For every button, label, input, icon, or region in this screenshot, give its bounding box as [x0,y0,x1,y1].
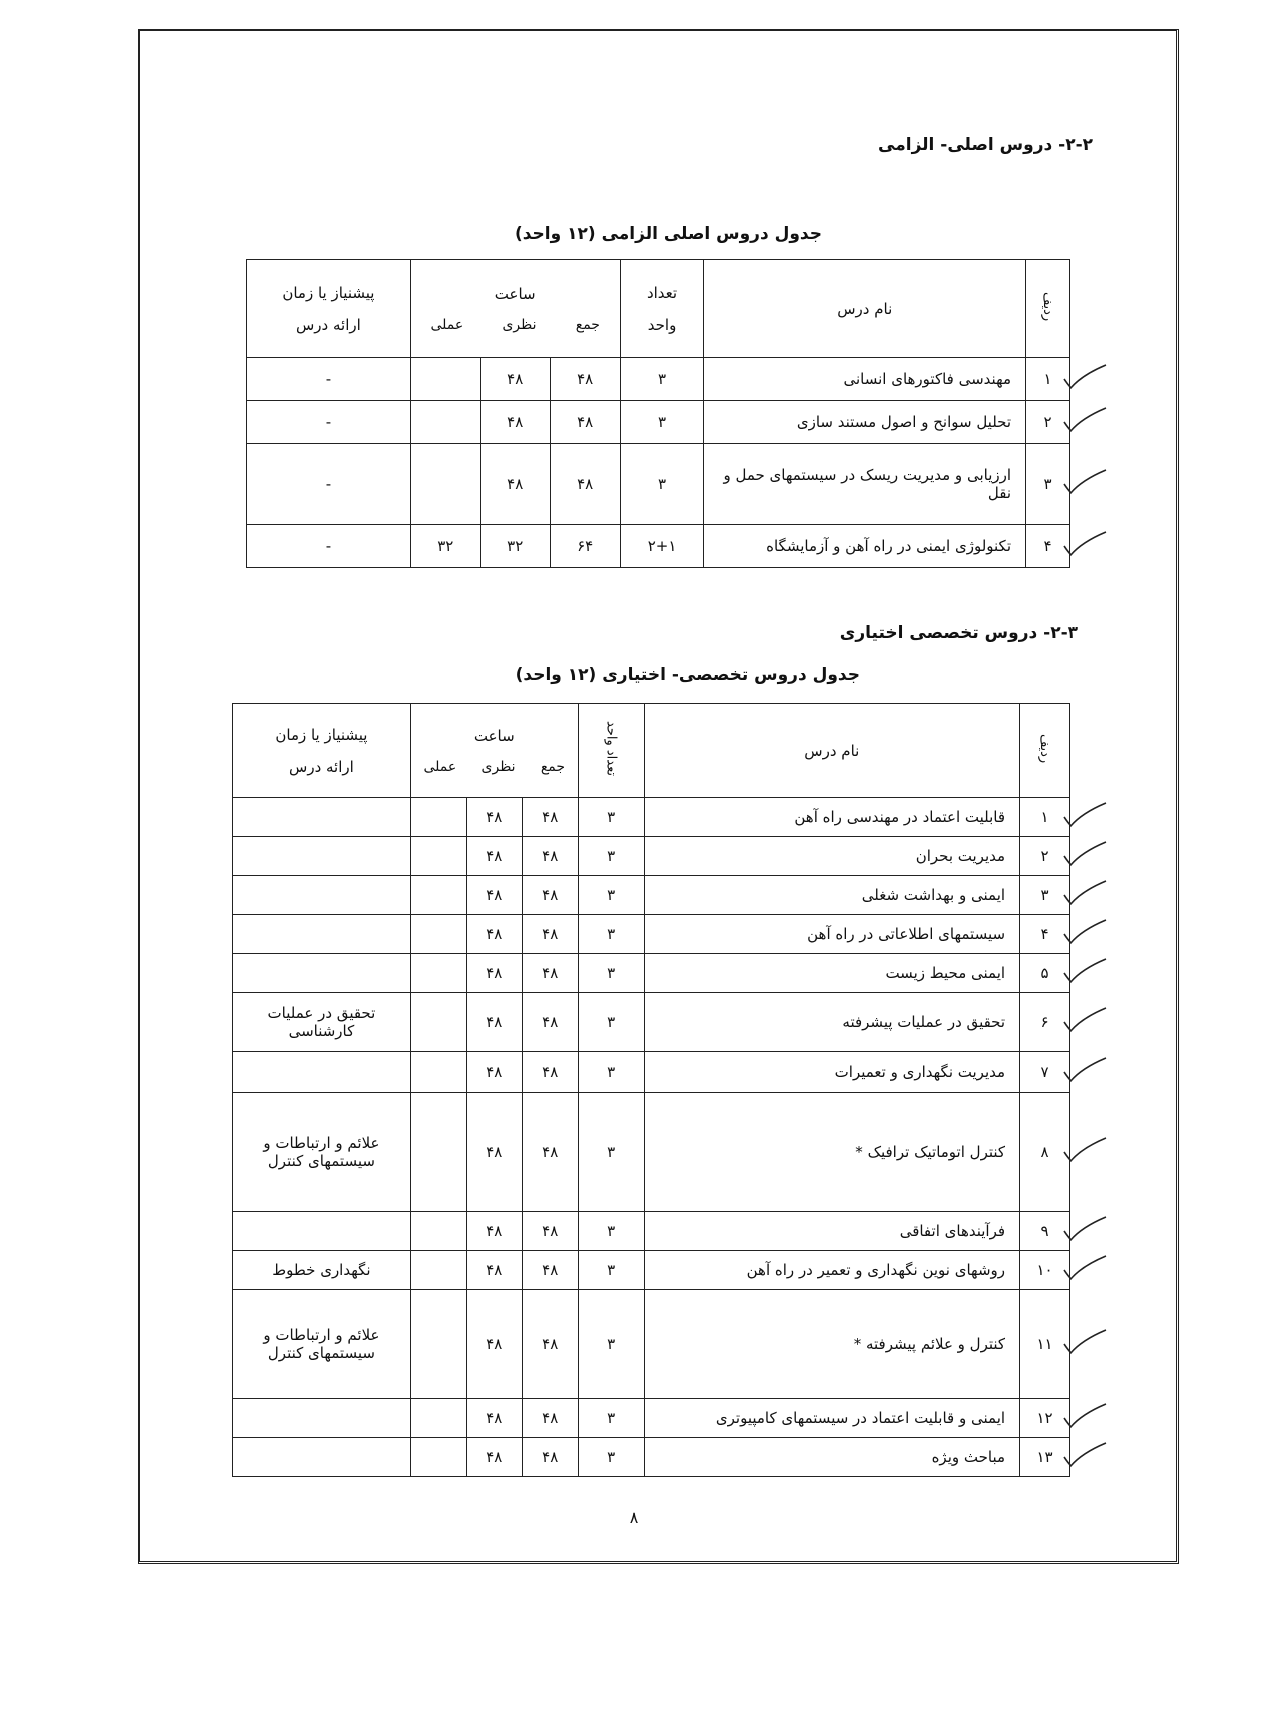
handwritten-check-icon [1062,1439,1108,1469]
table-row [233,1251,1070,1290]
practical-hours-value [411,993,466,1051]
course-name-cell: مدیریت بحران [644,837,1019,876]
course-name-cell: ارزیابی و مدیریت ریسک در سیستمهای حمل و نقل [704,444,1026,525]
row-number-cell: ۲ [1026,401,1070,444]
table-row [233,1093,1070,1212]
hours-cell [410,1438,578,1477]
prereq-cell [233,1399,411,1438]
prereq-cell: - [247,401,411,444]
row-number-cell: ۱۲ [1020,1399,1070,1438]
handwritten-check-icon [1062,955,1108,985]
header-prereq: پیشنیاز یا زمان ارائه درس [233,704,411,798]
prereq-cell [233,798,411,837]
practical-hours-value [411,954,466,992]
theory-hours-value: ۴۸ [466,1290,522,1398]
hours-cell [410,444,620,525]
table-row [233,1052,1070,1093]
hours-cell [410,798,578,837]
hours-cell [410,837,578,876]
header-prereq: پیشنیاز یا زمان ارائه درس [247,260,411,358]
practical-hours-value [411,876,466,914]
course-name-cell: ایمنی و بهداشت شغلی [644,876,1019,915]
table-title-core: جدول دروس اصلی الزامی (۱۲ واحد) [514,224,822,244]
theory-hours-value: ۴۸ [466,1399,522,1437]
handwritten-check-icon [1062,1004,1108,1034]
theory-hours-value: ۴۸ [466,798,522,836]
section-heading-elective: ۲-۳- دروس تخصصی اختیاری [839,623,1078,643]
theory-hours-value: ۴۸ [466,1093,522,1211]
prereq-cell [233,915,411,954]
handwritten-check-icon [1062,799,1108,829]
total-hours-value: ۴۸ [550,358,620,400]
course-name-cell: ایمنی محیط زیست [644,954,1019,993]
practical-hours-value [411,798,466,836]
prereq-cell: علائم و ارتباطات و سیستمهای کنترل [233,1093,411,1212]
practical-hours-value [411,1251,466,1289]
row-number-cell: ۴ [1020,915,1070,954]
handwritten-check-icon [1062,404,1108,434]
table-row [233,1212,1070,1251]
table-row [247,444,1070,525]
prereq-cell [233,837,411,876]
total-hours-value: ۴۸ [522,993,578,1051]
practical-hours-value [411,1290,466,1398]
hours-cell [410,1212,578,1251]
theory-hours-value: ۴۸ [480,358,550,400]
course-name-cell: سیستمهای اطلاعاتی در راه آهن [644,915,1019,954]
handwritten-check-icon [1062,466,1108,496]
course-name-cell: روشهای نوین نگهداری و تعمیر در راه آهن [644,1251,1019,1290]
course-name-cell: تکنولوژی ایمنی در راه آهن و آزمایشگاه [704,525,1026,568]
row-number-cell: ۱ [1026,358,1070,401]
practical-hours-value [411,915,466,953]
theory-hours-value: ۴۸ [466,1052,522,1092]
units-cell: ۳ [578,1052,644,1093]
table-row [233,1399,1070,1438]
table-row [233,837,1070,876]
row-number-cell: ۱۱ [1020,1290,1070,1399]
section-heading-core: ۲-۲- دروس اصلی- الزامی [878,135,1093,155]
prereq-cell: تحقیق در عملیات کارشناسی [233,993,411,1052]
units-cell: ۳ [620,444,704,525]
table-row [233,993,1070,1052]
theory-hours-value: ۴۸ [466,837,522,875]
elective-courses-table [232,703,1070,1477]
hours-cell [410,876,578,915]
row-number-cell: ۱۳ [1020,1438,1070,1477]
prereq-cell [233,954,411,993]
row-number-cell: ۱ [1020,798,1070,837]
total-hours-value: ۴۸ [522,798,578,836]
units-cell: ۳ [578,837,644,876]
units-cell: ۳ [578,954,644,993]
theory-hours-value: ۳۲ [480,525,550,567]
practical-hours-value [411,1052,466,1092]
units-cell: ۳ [578,798,644,837]
header-course-name: نام درس [644,704,1019,798]
table-row [247,525,1070,568]
row-number-cell: ۳ [1020,876,1070,915]
theory-hours-value: ۴۸ [466,1438,522,1476]
handwritten-check-icon [1062,528,1108,558]
table-title-elective: جدول دروس تخصصی- اختیاری (۱۲ واحد) [515,665,860,685]
total-hours-value: ۴۸ [550,401,620,443]
row-number-cell: ۷ [1020,1052,1070,1093]
handwritten-check-icon [1062,1252,1108,1282]
theory-hours-value: ۴۸ [466,993,522,1051]
hours-cell [410,915,578,954]
theory-hours-value: ۴۸ [466,954,522,992]
course-name-cell: کنترل اتوماتیک ترافیک * [644,1093,1019,1212]
handwritten-check-icon [1062,1054,1108,1084]
total-hours-value: ۴۸ [522,837,578,875]
hours-cell [410,1251,578,1290]
course-name-cell: قابلیت اعتماد در مهندسی راه آهن [644,798,1019,837]
hours-cell [410,401,620,444]
units-cell: ۳ [578,1399,644,1438]
course-name-cell: فرآیندهای اتفاقی [644,1212,1019,1251]
header-hours: ساعت جمع نظری عملی [410,704,578,798]
course-name-cell: مهندسی فاکتورهای انسانی [704,358,1026,401]
course-name-cell: کنترل و علائم پیشرفته * [644,1290,1019,1399]
handwritten-check-icon [1062,877,1108,907]
prereq-cell: - [247,525,411,568]
page-number: ۸ [629,1508,639,1527]
handwritten-check-icon [1062,1400,1108,1430]
practical-hours-value [411,1093,466,1211]
hours-cell [410,1290,578,1399]
units-cell: ۳ [578,1212,644,1251]
row-number-cell: ۴ [1026,525,1070,568]
prereq-cell: - [247,358,411,401]
handwritten-check-icon [1062,1213,1108,1243]
practical-hours-value [411,444,480,524]
theory-hours-value: ۴۸ [466,876,522,914]
total-hours-value: ۴۸ [522,1052,578,1092]
course-name-cell: تحلیل سوانح و اصول مستند سازی [704,401,1026,444]
row-number-cell: ۱۰ [1020,1251,1070,1290]
units-cell: ۳ [578,1438,644,1477]
hours-cell [410,993,578,1052]
practical-hours-value: ۳۲ [437,537,454,555]
row-number-cell: ۶ [1020,993,1070,1052]
handwritten-check-icon [1062,1326,1108,1356]
table-row [233,1438,1070,1477]
prereq-cell [233,1212,411,1251]
table-row [247,401,1070,444]
theory-hours-value: ۴۸ [466,1251,522,1289]
header-course-name: نام درس [704,260,1026,358]
units-cell: ۳ [578,993,644,1052]
table-row [233,1290,1070,1399]
theory-hours-value: ۴۸ [480,444,550,524]
total-hours-value: ۴۸ [550,444,620,524]
course-name-cell: مدیریت نگهداری و تعمیرات [644,1052,1019,1093]
practical-hours-value [411,401,480,443]
total-hours-value: ۴۸ [522,1290,578,1398]
header-hours: ساعت جمع نظری عملی [410,260,620,358]
row-number-cell: ۸ [1020,1093,1070,1212]
prereq-cell [233,876,411,915]
prereq-cell [233,1438,411,1477]
prereq-cell: نگهداری خطوط [233,1251,411,1290]
handwritten-check-icon [1062,838,1108,868]
prereq-cell: - [247,444,411,525]
units-cell: ۳ [620,358,704,401]
total-hours-value: ۴۸ [522,1251,578,1289]
hours-cell [410,1052,578,1093]
handwritten-check-icon [1062,1134,1108,1164]
row-number-cell: ۵ [1020,954,1070,993]
units-cell: ۳ [578,915,644,954]
practical-hours-value [411,358,480,400]
hours-cell [410,358,620,401]
row-number-cell: ۳ [1026,444,1070,525]
table-row [233,954,1070,993]
practical-hours-value [411,1399,466,1437]
core-courses-table [246,259,1070,568]
handwritten-check-icon [1062,361,1108,391]
hours-cell [410,1093,578,1212]
table-row [233,798,1070,837]
table-row [233,915,1070,954]
table-row [247,358,1070,401]
course-name-cell: مباحث ویژه [644,1438,1019,1477]
practical-hours-value [411,1438,466,1476]
header-row-number: ردیف [1020,704,1070,798]
total-hours-value: ۴۸ [522,954,578,992]
practical-hours-value [411,1212,466,1250]
theory-hours-value: ۴۸ [466,915,522,953]
course-name-cell: تحقیق در عملیات پیشرفته [644,993,1019,1052]
hours-cell [410,1399,578,1438]
prereq-cell: علائم و ارتباطات و سیستمهای کنترل [233,1290,411,1399]
units-cell: ۳ [578,1251,644,1290]
total-hours-value: ۴۸ [522,915,578,953]
row-number-cell: ۲ [1020,837,1070,876]
units-cell: ۳ [578,876,644,915]
hours-cell [410,525,620,568]
units-cell: ۳ [578,1093,644,1212]
total-hours-value: ۴۸ [522,1093,578,1211]
total-hours-value: ۴۸ [522,1399,578,1437]
header-units: تعداد واحد [578,704,644,798]
units-cell: ۳ [578,1290,644,1399]
theory-hours-value: ۴۸ [466,1212,522,1250]
units-cell: ۳ [620,401,704,444]
total-hours-value: ۴۸ [522,1212,578,1250]
header-units: تعداد واحد [620,260,704,358]
course-name-cell: ایمنی و قابلیت اعتماد در سیستمهای کامپیوتری [644,1399,1019,1438]
total-hours-value: ۴۸ [522,1438,578,1476]
handwritten-check-icon [1062,916,1108,946]
row-number-cell: ۹ [1020,1212,1070,1251]
theory-hours-value: ۴۸ [480,401,550,443]
total-hours-value: ۶۴ [550,525,620,567]
practical-hours-value [411,837,466,875]
hours-cell [410,954,578,993]
header-row-number: ردیف [1026,260,1070,358]
prereq-cell [233,1052,411,1093]
table-row [233,876,1070,915]
units-cell: ۲+۱ [620,525,704,568]
total-hours-value: ۴۸ [522,876,578,914]
